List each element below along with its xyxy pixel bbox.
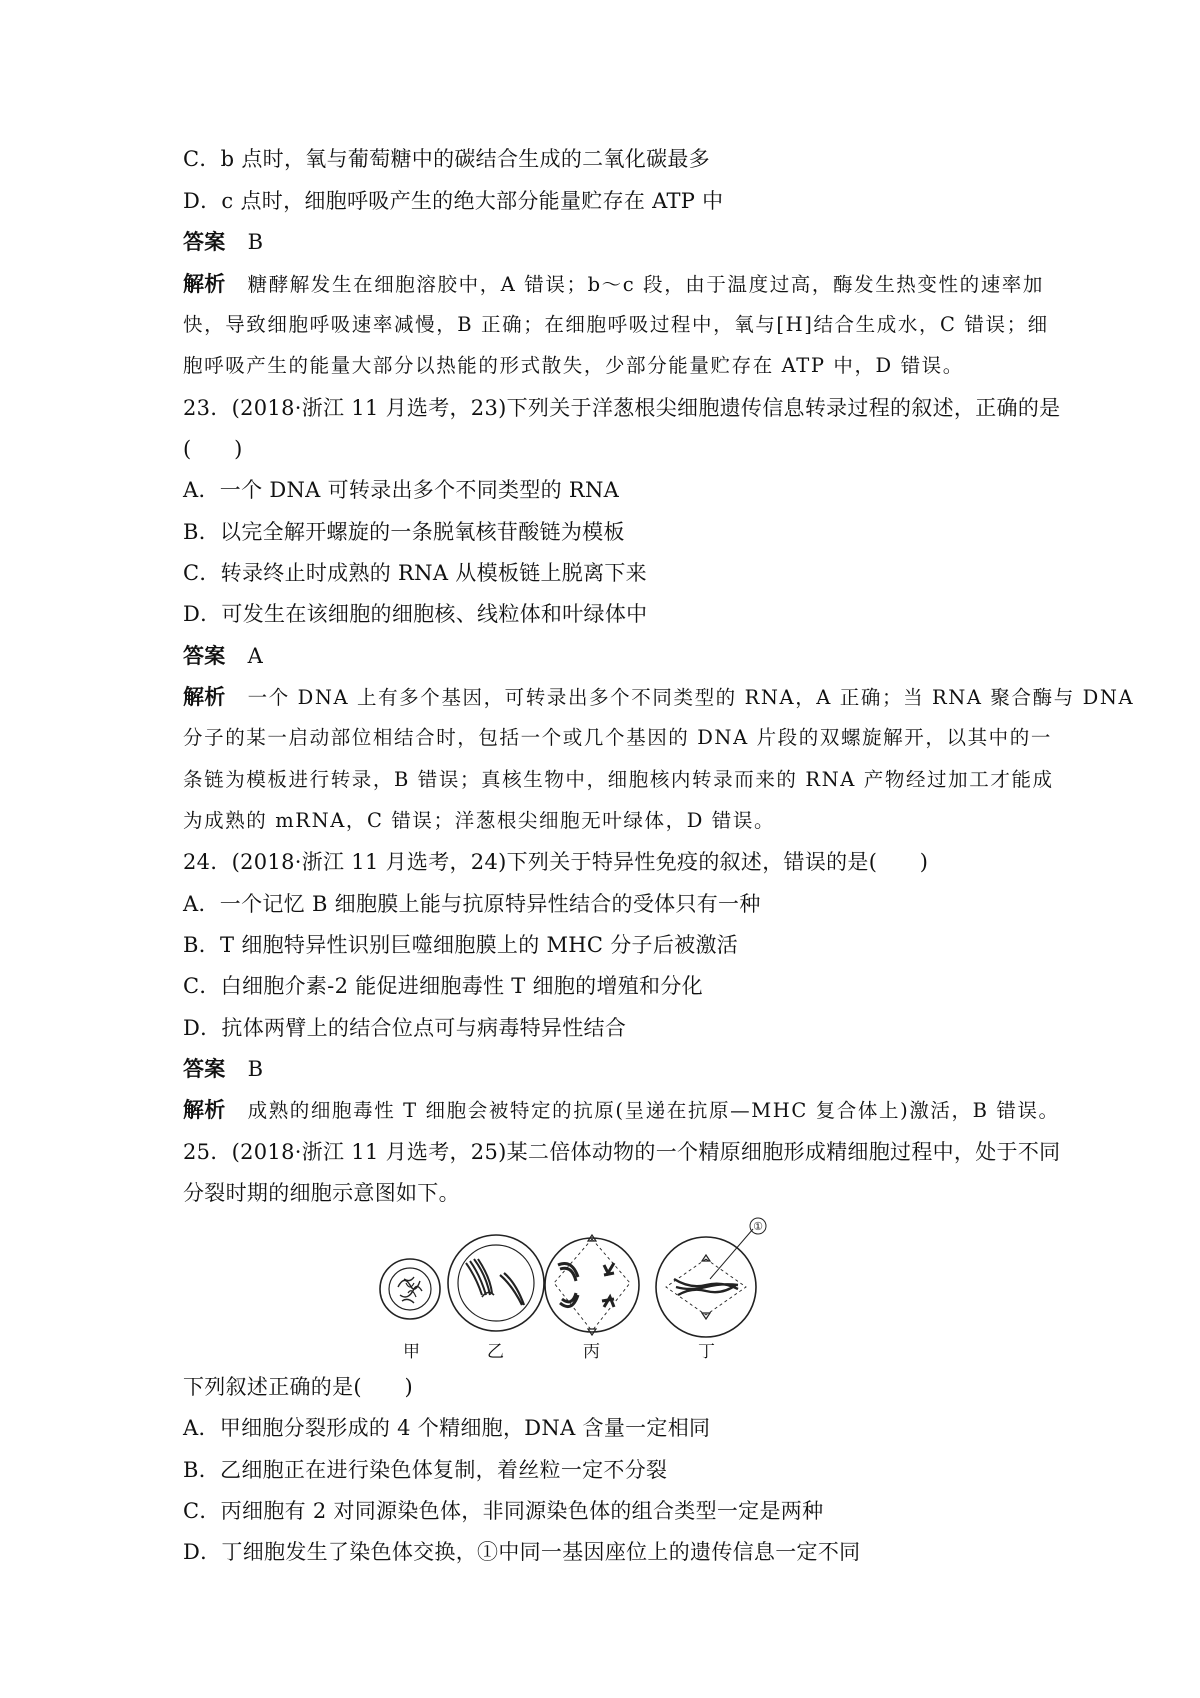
q23-option-a: A．一个 DNA 可转录出多个不同类型的 RNA <box>183 478 620 502</box>
q22-analysis-line-2: 快，导致细胞呼吸速率减慢，B 正确；在细胞呼吸过程中，氧与[H]结合生成水，C 错误；细 <box>183 313 1049 336</box>
q23-stem-line-1: 23．(2018·浙江 11 月选考，23)下列关于洋葱根尖细胞遗传信息转录过程的叙述，正确的是 <box>183 396 1061 420</box>
q23-answer <box>183 642 1033 670</box>
q23-option-b: B．以完全解开螺旋的一条脱氧核苷酸链为模板 <box>183 520 625 544</box>
q24-answer <box>183 1055 1033 1083</box>
q24-option-b: B．T 细胞特异性识别巨噬细胞膜上的 MHC 分子后被激活 <box>183 933 739 957</box>
q25-stem-line-2: 分裂时期的细胞示意图如下。 <box>183 1181 460 1205</box>
q25-option-a: A．甲细胞分裂形成的 4 个精细胞，DNA 含量一定相同 <box>183 1416 711 1440</box>
figure-label-bing: 丙 <box>583 1342 600 1362</box>
q24-option-a: A．一个记忆 B 细胞膜上能与抗原特异性结合的受体只有一种 <box>183 892 761 916</box>
q22-analysis-line-1 <box>183 270 1044 299</box>
analysis-text: 成熟的细胞毒性 T 细胞会被特定的抗原(呈递在抗原—MHC 复合体上)激活，B 错误。 <box>247 1099 1060 1122</box>
answer-value: A <box>247 644 264 668</box>
q24-stem: 24．(2018·浙江 11 月选考，24)下列关于特异性免疫的叙述，错误的是( ) <box>183 850 929 874</box>
analysis-label: 解析 <box>183 685 226 709</box>
cell-yi <box>448 1235 544 1331</box>
q25-option-d: D．丁细胞发生了染色体交换，①中同一基因座位上的遗传信息一定不同 <box>183 1540 861 1564</box>
cell-ding <box>656 1218 766 1337</box>
cell-jia <box>380 1259 440 1319</box>
q25-option-c: C．丙细胞有 2 对同源染色体，非同源染色体的组合类型一定是两种 <box>183 1499 824 1523</box>
q24-analysis-line-1 <box>183 1096 1060 1125</box>
answer-value: B <box>247 1057 264 1081</box>
analysis-text: 糖酵解发生在细胞溶胶中，A 错误；b～c 段，由于温度过高，酶发生热变性的速率加 <box>247 273 1044 296</box>
analysis-label: 解析 <box>183 1098 226 1122</box>
answer-label: 答案 <box>183 1057 226 1081</box>
figure-label-ding: 丁 <box>698 1342 715 1362</box>
figure-marker: ① <box>753 1220 763 1233</box>
q23-option-c: C．转录终止时成熟的 RNA 从模板链上脱离下来 <box>183 561 647 585</box>
q23-analysis-line-4: 为成熟的 mRNA，C 错误；洋葱根尖细胞无叶绿体，D 错误。 <box>183 809 776 832</box>
cell-division-figure <box>378 1217 843 1359</box>
q23-option-d: D．可发生在该细胞的细胞核、线粒体和叶绿体中 <box>183 602 648 626</box>
q23-stem-line-2: ( ) <box>183 437 243 461</box>
q25-prompt: 下列叙述正确的是( ) <box>183 1375 413 1399</box>
q22-answer <box>183 228 1033 256</box>
q24-option-d: D．抗体两臂上的结合位点可与病毒特异性结合 <box>183 1016 627 1040</box>
q24-option-c: C．白细胞介素-2 能促进细胞毒性 T 细胞的增殖和分化 <box>183 974 703 998</box>
cell-bing <box>545 1235 639 1335</box>
q22-analysis-line-3: 胞呼吸产生的能量大部分以热能的形式散失，少部分能量贮存在 ATP 中，D 错误。 <box>183 354 964 377</box>
figure-label-jia: 甲 <box>403 1342 420 1362</box>
q25-option-b: B．乙细胞正在进行染色体复制，着丝粒一定不分裂 <box>183 1458 668 1482</box>
figure-label-yi: 乙 <box>487 1342 504 1362</box>
q23-analysis-line-3: 条链为模板进行转录，B 错误；真核生物中，细胞核内转录而来的 RNA 产物经过加工才能成 <box>183 768 1054 791</box>
q25-stem-line-1: 25．(2018·浙江 11 月选考，25)某二倍体动物的一个精原细胞形成精细胞过程中，处于不同 <box>183 1140 1061 1164</box>
q22-option-d: D．c 点时，细胞呼吸产生的绝大部分能量贮存在 ATP 中 <box>183 189 724 213</box>
answer-label: 答案 <box>183 230 226 254</box>
answer-value: B <box>247 230 264 254</box>
q22-option-c: C．b 点时，氧与葡萄糖中的碳结合生成的二氧化碳最多 <box>183 147 710 171</box>
analysis-label: 解析 <box>183 272 226 296</box>
q23-analysis-line-1 <box>183 683 1135 712</box>
q23-analysis-line-2: 分子的某一启动部位相结合时，包括一个或几个基因的 DNA 片段的双螺旋解开，以其中的一 <box>183 726 1052 749</box>
answer-label: 答案 <box>183 644 226 668</box>
analysis-text: 一个 DNA 上有多个基因，可转录出多个不同类型的 RNA，A 正确；当 RNA 聚合酶与 DNA <box>247 686 1135 709</box>
